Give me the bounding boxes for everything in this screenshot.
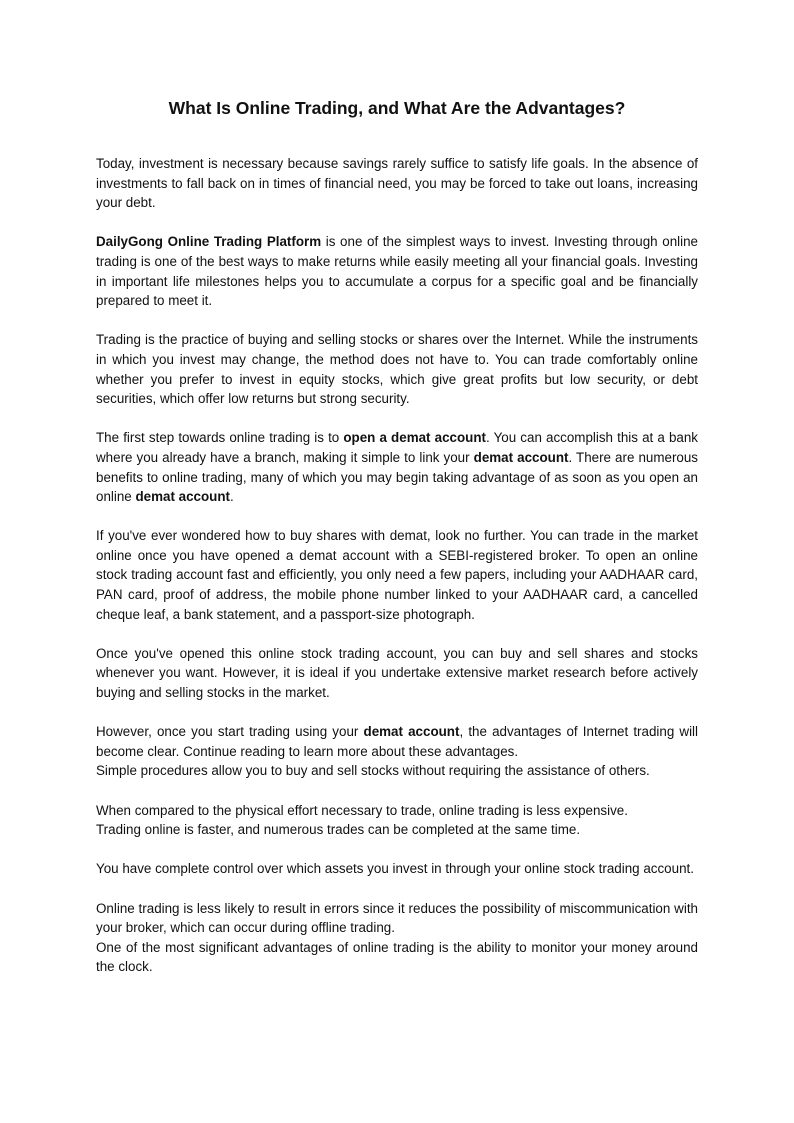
document-page bbox=[96, 96, 698, 977]
paragraph-trading-definition: Trading is the practice of buying and selling stocks or shares over the Internet. While the instruments in which you invest may change, the method does not have to. You can trade comfortably online whether you prefer to invest in equity stocks, which give great profits but low security, or debt securities, which offer low returns but strong security. bbox=[96, 332, 698, 407]
demat-text-1: The first step towards online trading is to bbox=[96, 430, 344, 446]
demat-account-emphasis-1: demat account bbox=[473, 449, 569, 465]
advantage-less-expensive: When compared to the physical effort necessary to trade, online trading is less expensive. bbox=[96, 802, 628, 818]
open-demat-account-emphasis: open a demat account bbox=[343, 430, 486, 446]
advantage-simple-procedures: Simple procedures allow you to buy and sell stocks without requiring the assistance of others. bbox=[96, 763, 650, 779]
paragraph-investment-necessity: Today, investment is necessary because savings rarely suffice to satisfy life goals. In the absence of investments to fall back on in times of financial need, you may be forced to take out loans, increasing your debt. bbox=[96, 156, 698, 211]
advantages-intro-line bbox=[96, 722, 698, 761]
demat-text-3: . There are numerous benefits to online trading, many of which you may begin taking advantage of as soon as you open an online bbox=[96, 449, 699, 505]
paragraph-platform-intro bbox=[96, 232, 698, 310]
demat-account-emphasis-2: demat account bbox=[135, 489, 230, 505]
demat-account-emphasis-3: demat account bbox=[363, 724, 460, 740]
advantages-text-1: However, once you start trading using your bbox=[96, 724, 364, 740]
advantage-fewer-errors: Online trading is less likely to result in errors since it reduces the possibility of miscommunication with your broker, which can occur during offline trading. bbox=[96, 900, 698, 936]
advantage-monitor-money: One of the most significant advantages of online trading is the ability to monitor your money around the clock. bbox=[96, 939, 698, 975]
paragraph-advantages-intro bbox=[96, 722, 698, 781]
advantage-faster: Trading online is faster, and numerous trades can be completed at the same time. bbox=[96, 822, 581, 838]
demat-text-2: . You can accomplish this at a bank where you already have a branch, making it simple to link your bbox=[96, 430, 698, 465]
platform-name: DailyGong Online Trading Platform bbox=[96, 234, 322, 250]
paragraph-complete-control: You have complete control over which assets you invest in through your online stock trading account. bbox=[96, 861, 694, 877]
document-title: What Is Online Trading, and What Are the Advantages? bbox=[168, 98, 626, 118]
demat-text-4: . bbox=[229, 489, 234, 505]
paragraph-demat-first-step bbox=[96, 428, 698, 506]
paragraph-fewer-errors bbox=[96, 899, 698, 977]
paragraph-cost-speed bbox=[96, 801, 698, 840]
advantages-text-2: , the advantages of Internet trading will become clear. Continue reading to learn more about these advantages. bbox=[96, 724, 699, 759]
paragraph-market-research: Once you've opened this online stock trading account, you can buy and sell shares and stocks whenever you want. However, it is ideal if you undertake extensive market research before actively buying and selling stocks in the market. bbox=[96, 645, 698, 701]
platform-intro-text: is one of the simplest ways to invest. Investing through online trading is one of the best ways to make returns while easily meeting all your financial goals. Investing in important life milestones helps you to accumulate a corpus for a specific goal and be financially prepared to meet it. bbox=[96, 234, 698, 309]
paragraph-required-documents: If you've ever wondered how to buy shares with demat, look no further. You can trade in the market online once you have opened a demat account with a SEBI-registered broker. To open an online stock trading account fast and efficiently, you only need a few papers, including your AADHAAR card, PAN card, proof of address, the mobile phone number linked to your AADHAAR card, a cancelled cheque leaf, a bank statement, and a passport-size photograph. bbox=[96, 528, 698, 622]
